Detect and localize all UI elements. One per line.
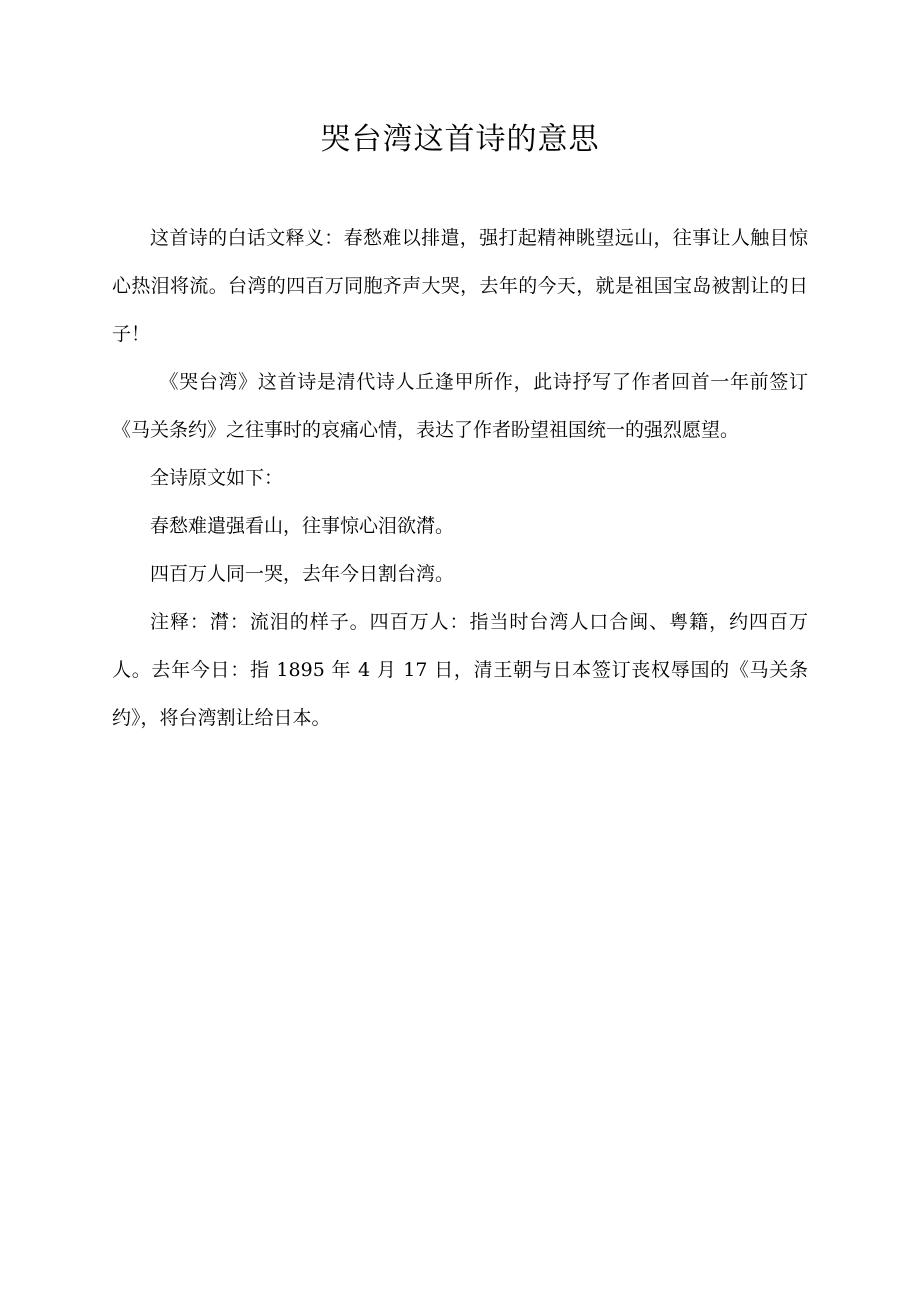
paragraph-original-intro: 全诗原文如下： — [150, 467, 284, 489]
document-body — [112, 214, 808, 742]
poem-line-1: 春愁难遣强看山，往事惊心泪欲潸。 — [150, 515, 455, 537]
document-title: 哭台湾这首诗的意思 — [320, 122, 600, 157]
paragraph-translation: 这首诗的白话文释义：春愁难以排遣，强打起精神眺望远山，往事让人触目惊心热泪将流。台湾的四百万同胞齐声大哭，去年的今天，就是祖国宝岛被割让的日子！ — [112, 227, 808, 345]
paragraph-background: 《哭台湾》这首诗是清代诗人丘逢甲所作，此诗抒写了作者回首一年前签订《马关条约》之往事时的哀痛心情，表达了作者盼望祖国统一的强烈愿望。 — [112, 371, 808, 441]
poem-line-2: 四百万人同一哭，去年今日割台湾。 — [150, 563, 455, 585]
paragraph-annotations: 注释：潸：流泪的样子。四百万人：指当时台湾人口合闽、粤籍，约四百万人。去年今日：指 1895 年 4 月 17 日，清王朝与日本签订丧权辱国的《马关条约》，将台湾割让给日本。 — [112, 611, 808, 729]
